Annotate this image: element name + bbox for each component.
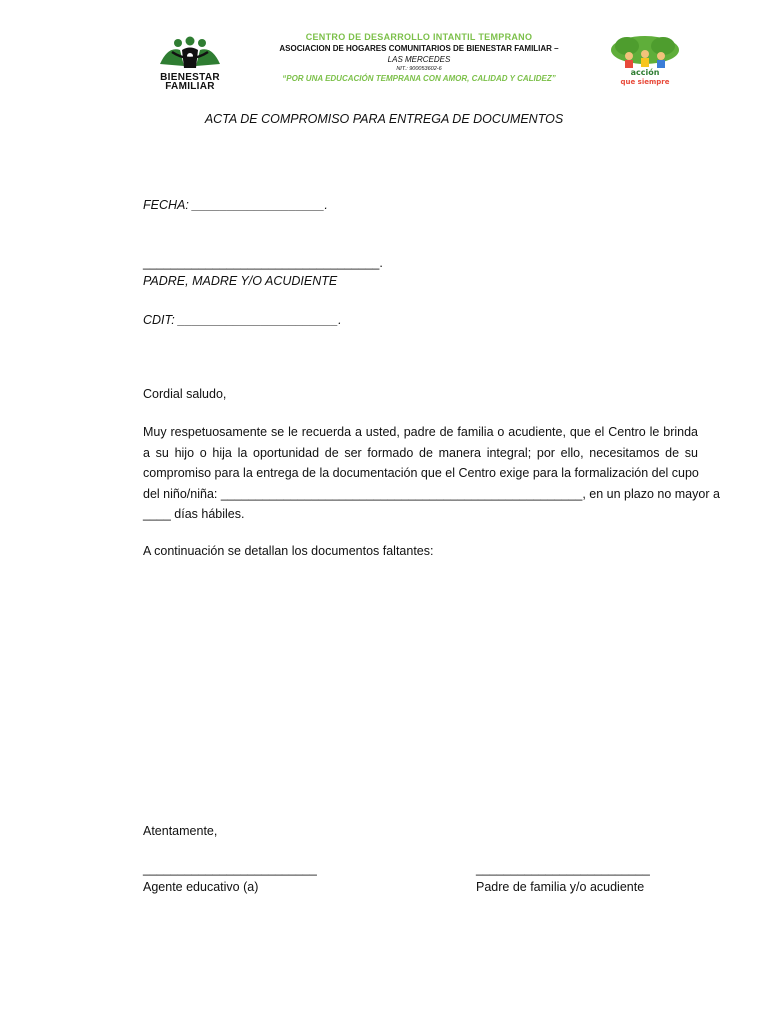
nit-number: NIT.: 900053602-6: [396, 66, 442, 72]
greeting: Cordial saludo,: [143, 387, 227, 401]
paragraph-line: compromiso para la entrega de la documentación que el Centro exige para la formalización del cupo: [143, 466, 699, 480]
association-name: ASOCIACION DE HOGARES COMUNITARIOS DE BIENESTAR FAMILIAR –: [279, 44, 559, 53]
svg-text:acción: acción: [630, 68, 660, 77]
paragraph-line: del niño/niña: ____________________________________________________, en un plazo no mayor a: [143, 486, 720, 501]
motto: “POR UNA EDUCACIÓN TEMPRANA CON AMOR, CALIDAD Y CALIDEZ”: [282, 74, 556, 83]
paragraph-line: ____ días hábiles.: [143, 507, 245, 521]
children-tree-logo-icon: [605, 34, 685, 88]
paragraph-line: a su hijo o hija la oportunidad de ser formado de manera integral; por ello, necesitamos de su: [143, 445, 698, 460]
agent-signature-label: Agente educativo (a): [143, 880, 259, 894]
document-title: ACTA DE COMPROMISO PARA ENTREGA DE DOCUMENTOS: [204, 112, 564, 126]
location-name: LAS MERCEDES: [387, 55, 451, 64]
fecha-field: FECHA: ___________________.: [143, 198, 328, 212]
family-figures-logo-icon: [150, 36, 230, 72]
parent-signature-line: _________________________: [476, 862, 650, 876]
accion-que-siempre-logo: [605, 34, 685, 88]
parent-signature-label: Padre de familia y/o acudiente: [476, 880, 645, 894]
padre-label: PADRE, MADRE Y/O ACUDIENTE: [143, 274, 338, 288]
bienestar-familiar-logo: [150, 36, 230, 92]
commitment-paragraph: [143, 422, 720, 525]
agent-signature-line: _________________________: [143, 862, 317, 876]
paragraph-line: Muy respetuosamente se le recuerda a usted, padre de familia o acudiente, que el Centro le brinda: [143, 425, 698, 439]
cdit-field: CDIT: _______________________.: [143, 313, 342, 327]
letterhead-text: [234, 32, 604, 84]
sign-off: Atentamente,: [143, 824, 218, 838]
logo-word-familiar: FAMILIAR: [165, 81, 215, 92]
logo-word-bienestar: BIENESTAR: [160, 72, 220, 83]
documents-intro: A continuación se detallan los documentos faltantes:: [143, 544, 434, 558]
center-name: CENTRO DE DESARROLLO INTANTIL TEMPRANO: [305, 32, 533, 42]
padre-signature-line: __________________________________.: [143, 256, 383, 270]
svg-text:que siempre: que siempre: [620, 78, 670, 86]
